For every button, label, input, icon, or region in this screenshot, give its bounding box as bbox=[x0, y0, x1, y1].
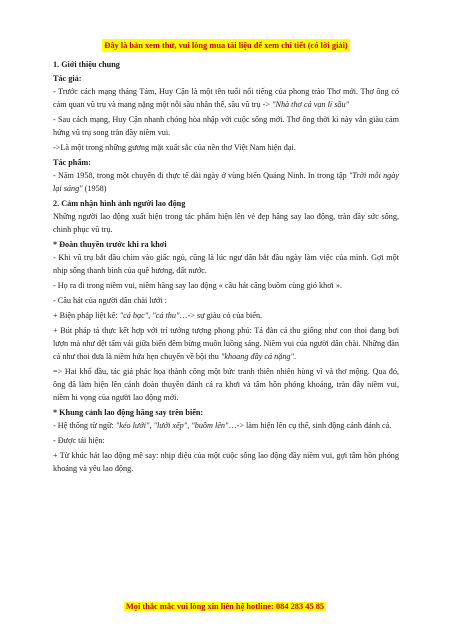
footer bbox=[0, 596, 450, 614]
text: + Bút pháp tả thực kết hợp với trí tưởng tượng phong phú: Tả đàn cá thu giống như con thoi đang bơi lượn mà như dệt tấm vải giữa biển đêm bừng muôn luồng sáng. Niềm vui của người dân chài. Những đàn cá như thoi đưa là niềm hứa hẹn chuyến về bội thu bbox=[53, 326, 399, 361]
hotline-text: Mọi thắc mắc vui lòng xin liên hệ hotline: 084 283 45 85 bbox=[125, 602, 325, 611]
text: - Năm 1958, trong một chuyến đi thực tế dài ngày ở vùng biển Quảng Ninh. In trong tập bbox=[53, 171, 349, 180]
text: . bbox=[293, 352, 297, 361]
subsection-2-paragraph-3: + Từ khúc hát lao động mê say: nhịp điệu của một cuộc sống lao động đầy niềm vui, gợi tâm hồn phóng khoáng và yêu lao động. bbox=[53, 451, 399, 473]
italic-quote: "Trời mỗi ngày lại sáng" bbox=[53, 171, 399, 193]
text: + Biện pháp liệt kê: bbox=[53, 311, 120, 320]
subsection-1-paragraph-4 bbox=[53, 309, 399, 322]
subsection-1-title: * Đoàn thuyền trước khi ra khơi bbox=[53, 240, 167, 249]
subsection-1-paragraph-5 bbox=[53, 324, 399, 363]
text: …-> sự giàu có của biển. bbox=[179, 311, 263, 320]
text: - Trước cách mạng tháng Tám, Huy Cận là một tên tuổi nổi tiếng của phong trào Thơ mới. Thơ ông có cảm quan vũ trụ và mang nặng một nỗi sầu nhân thế, sầu vũ trụ -> bbox=[53, 87, 399, 109]
subsection-1-paragraph-6: => Hai khổ đầu, tác giả phác họa thành công một bức tranh thiên nhiên hùng vĩ và thơ mộng. Qua đó, ông đã làm hiện lên cảnh đoàn thuyền đánh cá ra khơi và tâm hồn phóng khoáng, tràn đầy niềm vui, niềm hi vọng của người lao động mới. bbox=[53, 367, 399, 402]
work-paragraph-1 bbox=[53, 169, 399, 195]
text: (1958) bbox=[82, 184, 107, 193]
section-1-title: 1. Giới thiệu chung bbox=[53, 60, 120, 69]
author-paragraph-3: ->Là một trong những gương mặt xuất sắc của nền thơ Việt Nam hiện đại. bbox=[53, 143, 296, 152]
italic-quote: "cá bạc", "cá thu" bbox=[119, 311, 180, 320]
work-label: Tác phẩm: bbox=[53, 158, 91, 167]
text: …-> làm hiện lên cụ thể, sinh động cảnh đánh cá. bbox=[228, 421, 392, 430]
author-paragraph-2: - Sau cách mạng, Huy Cận nhanh chóng hòa nhập với cuộc sống mới. Thơ ông thời kì này vẫn giàu cảm hứng vũ trụ song tràn đầy niềm vui. bbox=[53, 115, 399, 137]
author-paragraph-1 bbox=[53, 85, 399, 111]
subsection-2-title: * Khung cảnh lao động hăng say trên biển: bbox=[53, 408, 204, 417]
italic-quote: "kéo lưới", "lưới xếp", "buồm lên" bbox=[115, 421, 229, 430]
subsection-1-paragraph-3: - Câu hát của người dân chài lưới : bbox=[53, 296, 167, 305]
section-2-paragraph: Những người lao động xuất hiện trong tác phẩm hiện lên vẻ đẹp hăng say lao động, tràn đầy sức sống, chinh phục vũ trụ. bbox=[53, 212, 399, 234]
italic-quote: "khoang đầy cá nặng" bbox=[220, 352, 294, 361]
section-2-title: 2. Cảm nhận hình ảnh người lao động bbox=[53, 199, 186, 208]
author-label: Tác giả: bbox=[53, 74, 82, 83]
italic-quote: "Nhà thơ cả vạn lí sầu" bbox=[272, 100, 350, 109]
preview-banner: Đây là bản xem thử, vui lòng mua tài liệu để xem chi tiết (có lời giải) bbox=[104, 41, 348, 50]
subsection-2-paragraph-1 bbox=[53, 419, 399, 432]
text: - Hệ thống từ ngữ: bbox=[53, 421, 116, 430]
document-page bbox=[53, 39, 399, 477]
subsection-2-paragraph-2: - Được tái hiện: bbox=[53, 436, 105, 445]
subsection-1-paragraph-1: - Khi vũ trụ bắt đầu chìm vào giấc ngủ, cũng là lúc ngư dân bắt đầu ngày làm việc của mình. Gợi một nhịp sống thanh bình của quê hương, đất nước. bbox=[53, 253, 399, 275]
subsection-1-paragraph-2: - Họ ra đi trong niềm vui, niềm hăng say lao động « câu hát căng buồm cùng gió khơi ». bbox=[53, 281, 343, 290]
